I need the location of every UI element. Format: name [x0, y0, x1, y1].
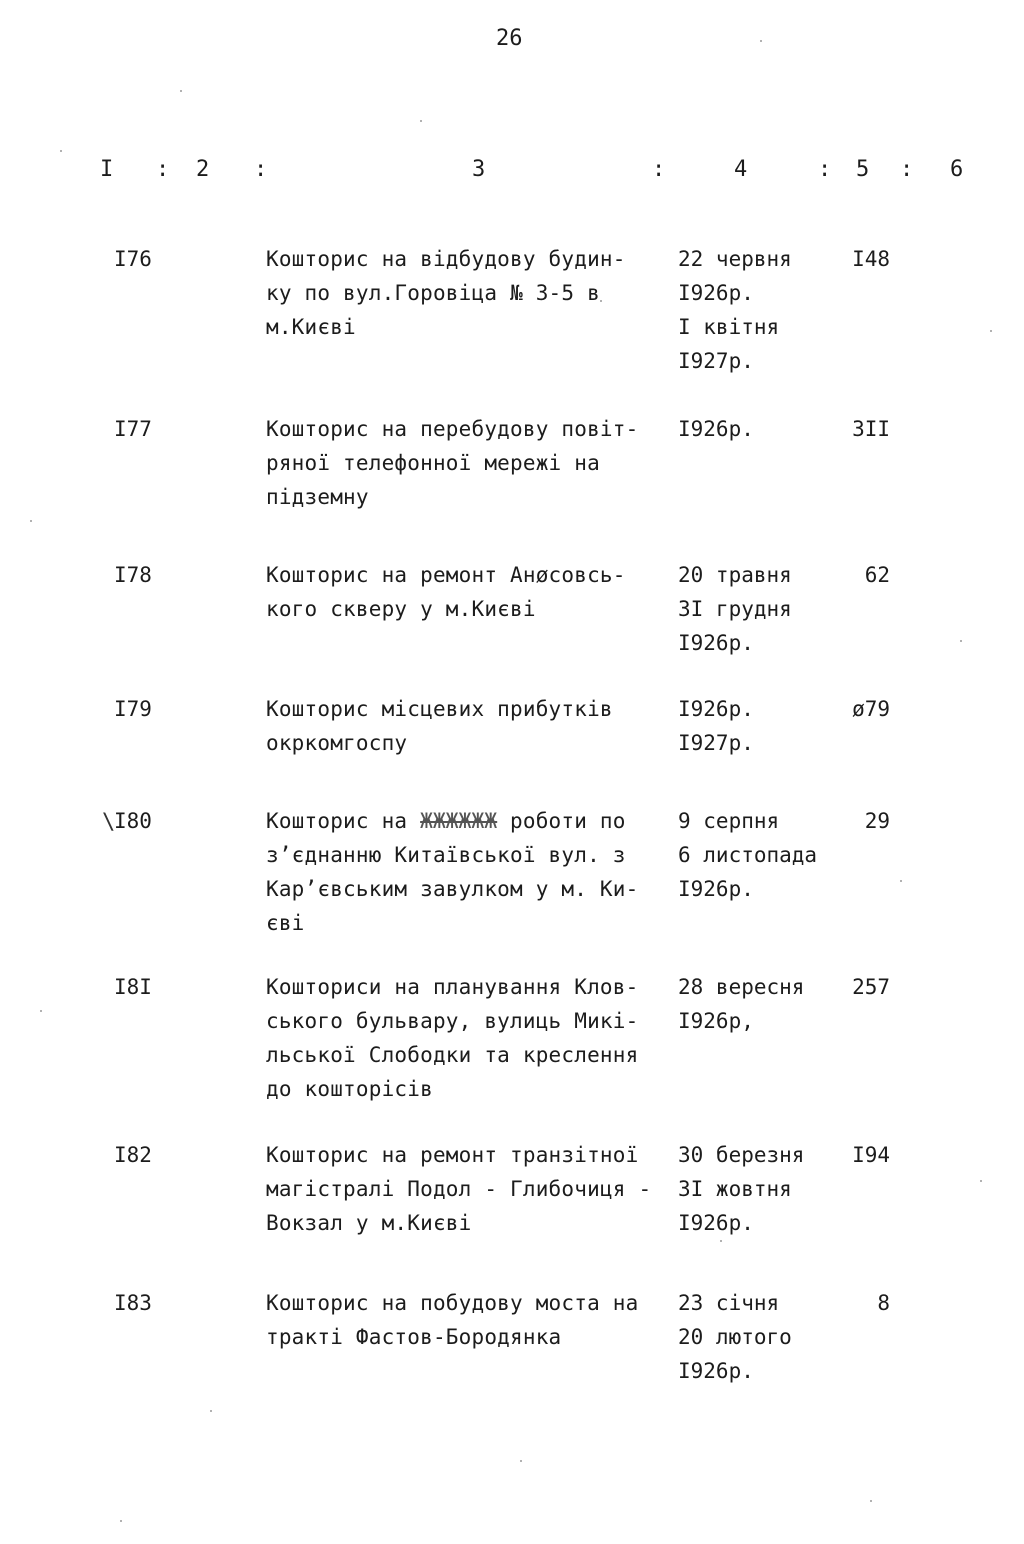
row-title: Кошторис на побудову моста на тракті Фастов-Бородянка [266, 1291, 639, 1349]
row-title-rest: роботи по з’єднанню Китаївської вул. з Кар’євським завулком у м. Ки- єві [266, 809, 639, 935]
column-header-1: I [100, 157, 114, 182]
row-sheet-count: 3II [852, 417, 890, 441]
row-dates: 30 березня 3I жовтня I926р. [678, 1143, 805, 1235]
row-number: I83 [114, 1291, 152, 1315]
row-dates: 22 червня I926р. I квітня I927р. [678, 247, 792, 373]
column-separator: : [156, 157, 170, 182]
row-number: I80 [114, 809, 152, 833]
row-number: I8I [114, 975, 152, 999]
page-number: 26 [496, 26, 523, 51]
row-dates: I926р. [678, 417, 754, 441]
row-number: I77 [114, 417, 152, 441]
column-separator: : [652, 157, 666, 182]
column-header-4: 4 [734, 157, 748, 182]
column-separator: : [254, 157, 268, 182]
column-header-2: 2 [196, 157, 210, 182]
row-sheet-count: I94 [852, 1143, 890, 1167]
row-sheet-count: 62 [864, 563, 890, 587]
row-title [266, 804, 674, 940]
row-number: I79 [114, 697, 152, 721]
row-sheet-count: ø79 [852, 697, 890, 721]
row-number: I76 [114, 247, 152, 271]
row-sheet-count: 29 [864, 809, 890, 833]
row-dates: 9 серпня 6 листопада I926р. [678, 809, 818, 901]
row-dates: 20 травня 3I грудня I926р. [678, 563, 792, 655]
row-title: Кошториси на планування Клов- ського бульвару, вулиць Микі- льської Слободки та креслення до кошторісів [266, 975, 639, 1101]
row-title-prefix: Кошторис на [266, 809, 421, 833]
row-number: I78 [114, 563, 152, 587]
row-title: Кошторис на ремонт Анøсовсь- кого скверу у м.Києві [266, 563, 626, 621]
row-title: Кошторис на ремонт транзітної магістралі Подол - Глибочиця - Вокзал у м.Києві [266, 1143, 652, 1235]
row-number: I82 [114, 1143, 152, 1167]
struck-out-word: ЖЖЖЖЖЖ [420, 809, 498, 833]
row-title: Кошторис місцевих прибутків окркомгоспу [266, 697, 613, 755]
column-header-3: 3 [472, 157, 486, 182]
row-sheet-count: 8 [877, 1291, 890, 1315]
row-title: Кошторис на перебудову повіт- ряної телефонної мережі на підземну [266, 417, 639, 509]
row-title: Кошторис на відбудову будин- ку по вул.Горовіца № 3-5 в м.Києві [266, 247, 626, 339]
margin-pencil-mark: \ [102, 810, 116, 835]
column-separator: : [900, 157, 914, 182]
row-dates: 28 вересня I926р, [678, 975, 805, 1033]
row-dates: I926р. I927р. [678, 697, 754, 755]
column-separator: : [818, 157, 832, 182]
column-header-5: 5 [856, 157, 870, 182]
row-sheet-count: I48 [852, 247, 890, 271]
row-sheet-count: 257 [852, 975, 890, 999]
row-dates: 23 січня 20 лютого I926р. [678, 1291, 792, 1383]
column-header-6: 6 [950, 157, 964, 182]
